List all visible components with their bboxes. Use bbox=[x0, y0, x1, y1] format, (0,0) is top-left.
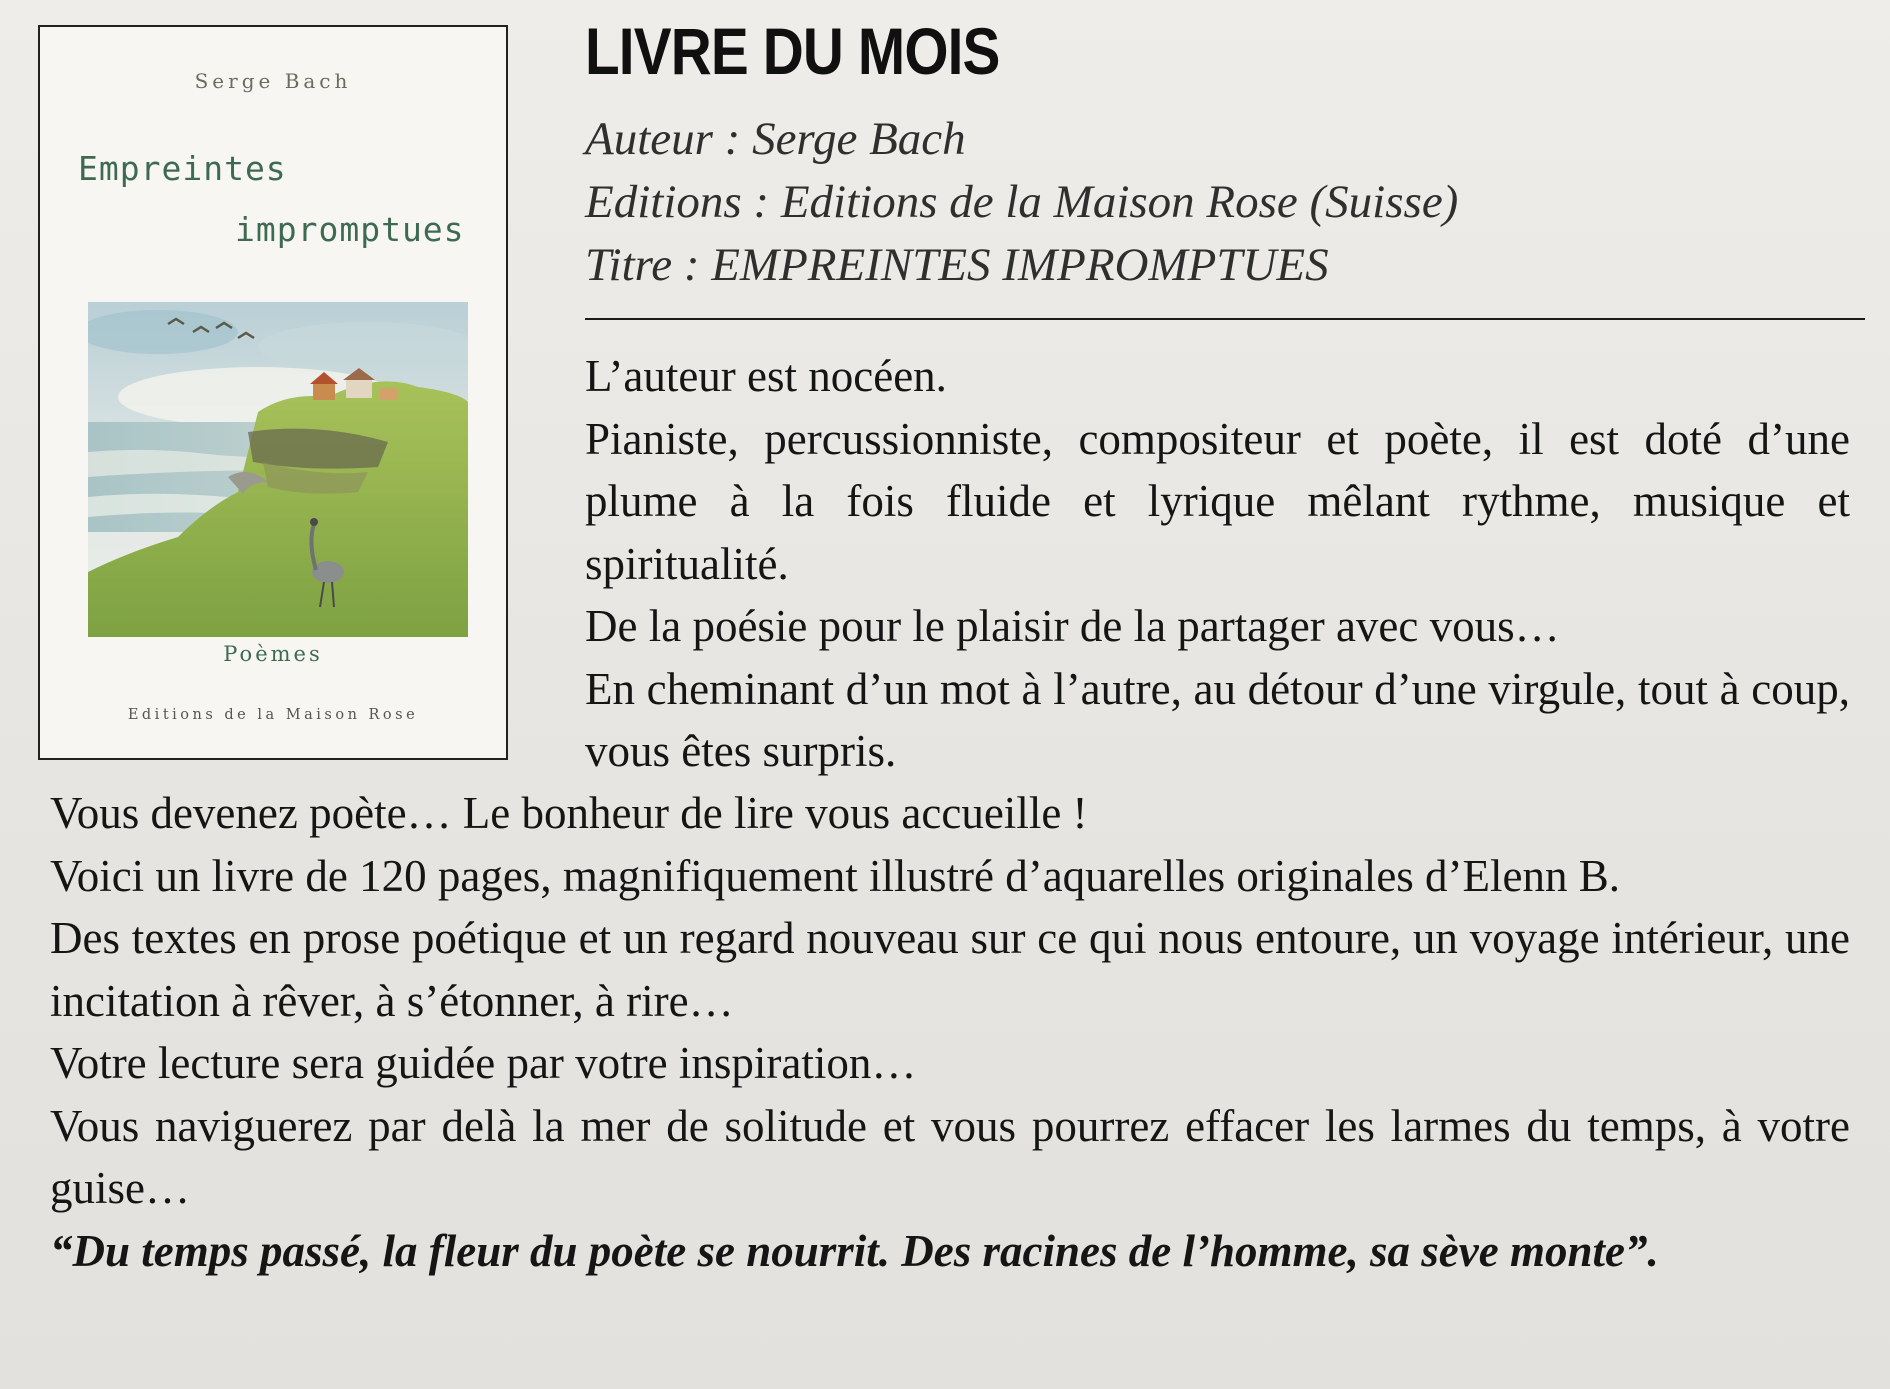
paragraph: Pianiste, percussionniste, compositeur et poète, il est doté d’une plume à la fois fluide et lyrique mêlant rythme, musique et spiritualité. bbox=[585, 413, 1850, 589]
description-bottom bbox=[50, 782, 1850, 1282]
paragraph: Vous devenez poète… Le bonheur de lire vous accueille ! bbox=[50, 788, 1088, 838]
cover-author: Serge Bach bbox=[194, 69, 352, 93]
paragraph: L’auteur est nocéen. bbox=[585, 351, 947, 401]
paragraph: De la poésie pour le plaisir de la partager avec vous… bbox=[585, 601, 1560, 651]
watercolor-illustration bbox=[88, 302, 468, 637]
header-divider bbox=[585, 318, 1865, 320]
book-title: Titre : EMPREINTES IMPROMPTUES bbox=[585, 239, 1329, 291]
paragraph: Votre lecture sera guidée par votre inspiration… bbox=[50, 1038, 917, 1088]
paragraph: Voici un livre de 120 pages, magnifiquement illustré d’aquarelles originales d’Elenn B. bbox=[50, 850, 1621, 901]
page-heading: LIVRE DU MOIS bbox=[585, 14, 1000, 88]
cover-title-line-2: impromptues bbox=[235, 210, 465, 249]
closing-quote: “Du temps passé, la fleur du poète se nourrit. Des racines de l’homme, sa sève monte”. bbox=[50, 1225, 1659, 1276]
book-editions: Editions : Editions de la Maison Rose (Suisse) bbox=[585, 176, 1459, 228]
description-top bbox=[585, 345, 1850, 783]
book-cover bbox=[38, 25, 508, 760]
book-author: Auteur : Serge Bach bbox=[585, 113, 966, 165]
paragraph: Des textes en prose poétique et un regard nouveau sur ce qui nous entoure, un voyage intérieur, une incitation à rêver, à s’étonner, à rire… bbox=[50, 913, 1850, 1026]
paragraph: Vous naviguerez par delà la mer de solitude et vous pourrez effacer les larmes du temps, à votre guise… bbox=[50, 1100, 1850, 1213]
cover-publisher: Editions de la Maison Rose bbox=[127, 707, 419, 723]
cover-title-line-1: Empreintes bbox=[78, 149, 287, 188]
cover-genre: Poèmes bbox=[223, 642, 323, 666]
paragraph: En cheminant d’un mot à l’autre, au détour d’une virgule, tout à coup, vous êtes surpris. bbox=[585, 663, 1850, 776]
